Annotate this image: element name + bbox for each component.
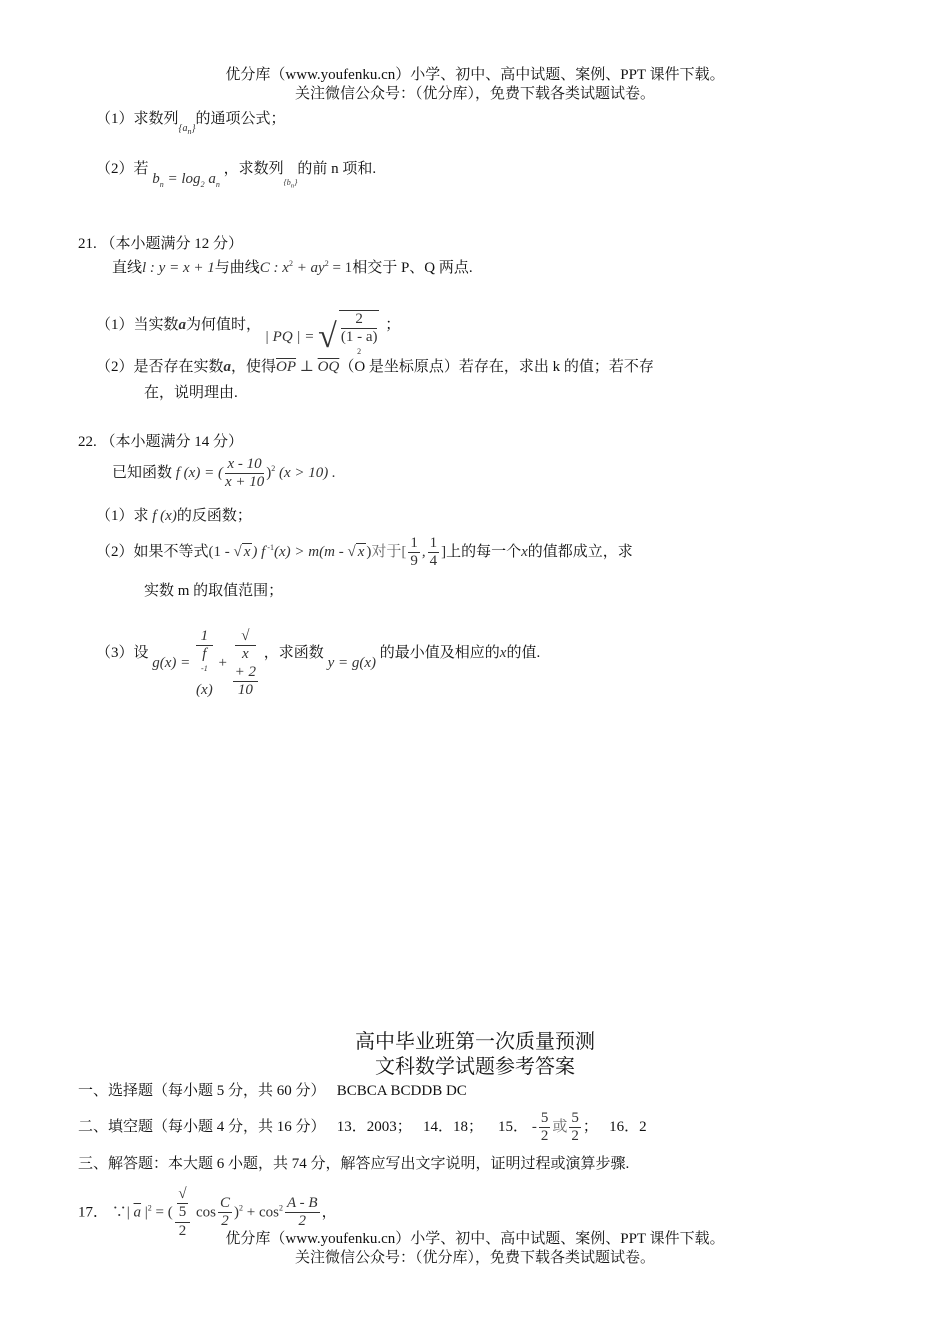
header-line-2: 关注微信公众号：（优分库），免费下载各类试题试卷。 [294,86,655,102]
answer-q17: 17． ∵| $\overline{a}$ $|^2$ = ( √ 5 2 cos $\frac{C}{2}$ )$^2 + \cos^2$ $\frac{A - B}{2}$ ， [78,1186,337,1239]
q22-part3: （3）设 g(x) = 1 f $^{-1}$ (x) + √ x + 2 10 ，求函数 y = g(x) 的最小值及相应的x的值. [96,628,541,698]
q20-part2: （2）若 $b_n = \log_2 a_n$ ，求数列$_{\{b_n\}}$的前 n 项和. [96,161,377,190]
answers-section-1: 一、选择题（每小题 5 分，共 60 分） BCBCA BCDDB DC [78,1083,467,1099]
footer-line-2: 关注微信公众号：（优分库），免费下载各类试题试卷。 [294,1250,655,1266]
q22-part2-cont: 实数 m 的取值范围； [144,583,284,599]
q22-part1: （1）求 f (x)的反函数； [96,508,252,524]
q21-given: 直线l : y = x + 1与曲线C : $x^2 + ay^2 = 1$相交于 P、Q 两点. [112,259,473,276]
q22-heading: 22. （本小题满分 14 分） [78,434,244,450]
answers-title-2: 文科数学试题参考答案 [375,1056,575,1078]
q21-part1: （1）当实数a为何值时， | PQ | = √ 2 (1 - a) $^2$ ； [96,298,400,353]
answers-section-3: 三、解答题：本大题 6 小题，共 74 分，解答应写出文字说明，证明过程或演算步骤. [78,1156,630,1172]
answers-section-2: 二、填空题（每小题 4 分，共 16 分） 13．2003； 14．18； 15． - $\frac{5}{2}$ 或 $\frac{5}{2}$ ； 16．2 [78,1110,647,1145]
q20-part1: （1）求数列$_{\{a_n\}}$的通项公式； [96,111,286,136]
header-line-1: 优分库（www.youfenku.cn）小学、初中、高中试题、案例、PPT 课件下载。 [225,67,725,83]
footer-line-1: 优分库（www.youfenku.cn）小学、初中、高中试题、案例、PPT 课件下载。 [225,1231,725,1247]
q22-given: 已知函数 f (x) = ( $\frac{x - 10}{x + 10}$ )$^2$ (x > 10) . [112,456,336,491]
answers-title-1: 高中毕业班第一次质量预测 [355,1031,595,1053]
q22-part2: （2）如果不等式(1 - √ x ) f $^{-1}$(x) > m(m - √ x )对于[ $\frac{1}{9}$ , $\frac{1}{4}$ ]上的每一个x的值都成立，求 [96,535,633,570]
q21-part2-cont: 在，说明理由. [144,385,238,401]
q21-part2: （2）是否存在实数a，使得$\overline{OP}$ ⊥ $\overline{OQ}(O$ 是坐标原点）若存在，求出 k 的值；若不存 [96,359,654,375]
q21-heading: 21. （本小题满分 12 分） [78,236,244,252]
